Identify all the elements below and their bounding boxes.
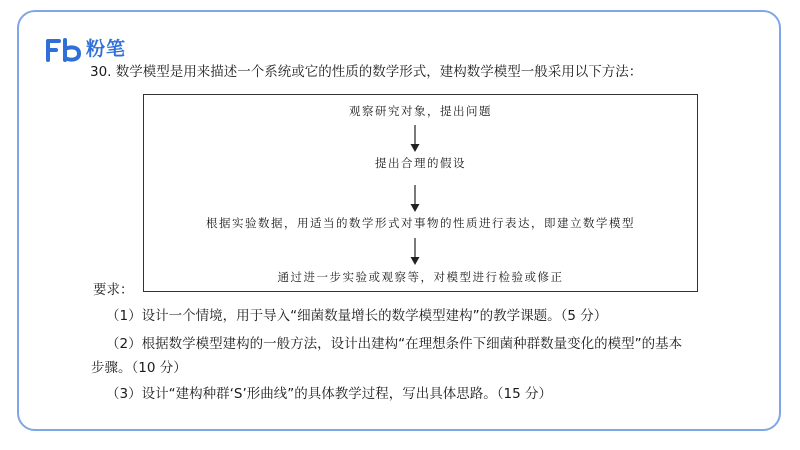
requirement-item-2-continued: 步骤。（10 分） xyxy=(91,360,187,376)
flow-step-2: 提出合理的假设 xyxy=(375,156,466,170)
requirement-item-1: （1）设计一个情境，用于导入“细菌数量增长的数学模型建构”的教学课题。（5 分） xyxy=(106,308,608,324)
flow-step-4: 通过进一步实验或观察等，对模型进行检验或修正 xyxy=(277,270,564,284)
brand-logo xyxy=(44,36,126,62)
down-arrow-icon xyxy=(408,185,422,213)
requirements-label: 要求： xyxy=(93,282,134,298)
fenbi-logo-icon xyxy=(44,36,84,62)
question-text: 30. 数学模型是用来描述一个系统或它的性质的数学形式，建构数学模型一般采用以下方法： xyxy=(90,64,643,80)
flowchart xyxy=(143,94,698,292)
down-arrow-icon xyxy=(408,238,422,266)
requirement-item-3: （3）设计“建构种群‘S’形曲线”的具体教学过程，写出具体思路。（15 分） xyxy=(106,386,552,402)
flow-step-3: 根据实验数据，用适当的数学形式对事物的性质进行表达，即建立数学模型 xyxy=(206,216,635,230)
down-arrow-icon xyxy=(408,125,422,153)
requirement-item-2: （2）根据数学模型建构的一般方法，设计出建构“在理想条件下细菌种群数量变化的模型”的基本 xyxy=(106,336,683,352)
brand-name: 粉笔 xyxy=(86,38,127,60)
flow-step-1: 观察研究对象，提出问题 xyxy=(349,104,492,118)
